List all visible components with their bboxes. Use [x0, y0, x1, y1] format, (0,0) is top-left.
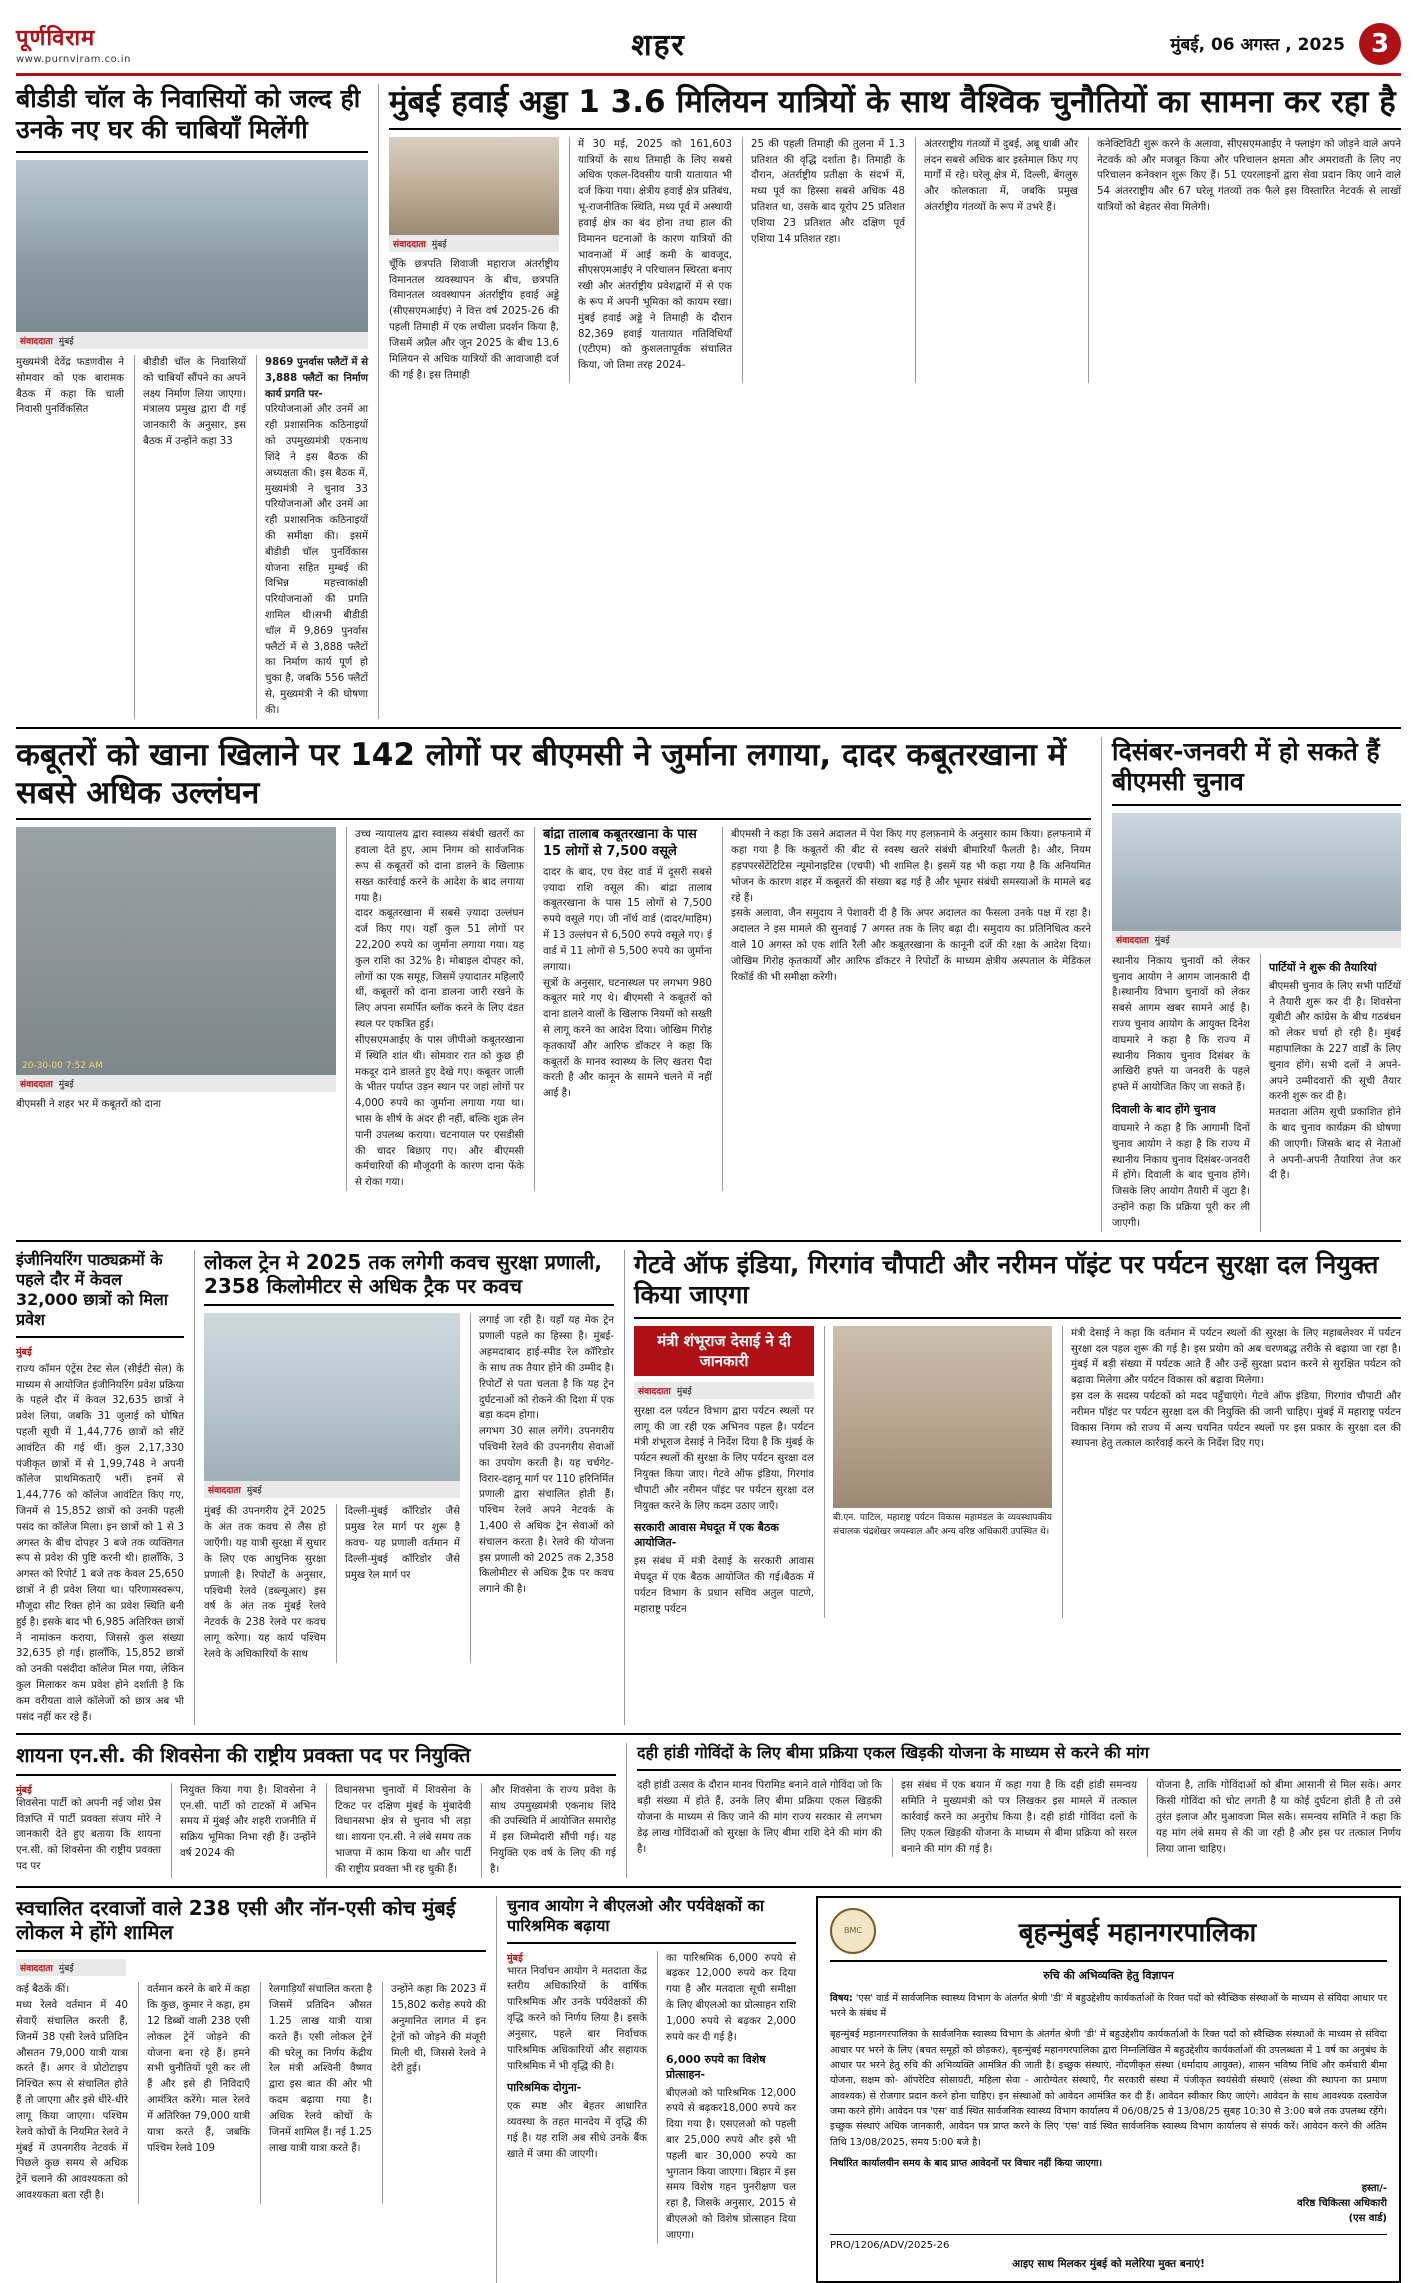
edition-date: मुंबई, 06 अगस्त , 2025 [1170, 35, 1345, 55]
story-col-2: बीडीडी चॉल के निवासियों को चाबियाँ सौंपने का अपने लक्ष्य निर्माण लिया जाएगा। मंत्रालय प्रमुख द्वारा दी गई जानकारी के अनुसार, इस बैठक में उन्होंने कहा 33 [134, 355, 246, 719]
caption-label: संवाददाता [20, 337, 53, 347]
shaina-col1-body: शिवसेना पार्टी को अपनी नई जोश प्रेस विज्ञप्ति में पार्टी प्रवक्ता संजय मोरे ने जानकारी देते हुए बताया कि शायना एन.सी. को शिवसेना की राष्ट्रीय प्रवक्ता पद पर [16, 1797, 161, 1873]
story-bmc-caption [1112, 931, 1401, 948]
story-airport-col-3: 25 की पहली तिमाही की तुलना में 1.3 प्रतिशत की वृद्धि दर्शाता है। तिमाही के दौरान, अंतर्राष्ट्रीय प्रतीक्षा के संदर्भ में, मध्य पूर्व का हिस्सा सबसे अधिक 48 प्रतिशत था, उसके बाद यूरोप 25 प्रतिशत एशिया 23 प्रतिशत और दक्षिण पूर्व एशिया 14 प्रतिशत रहा। [742, 137, 905, 384]
bmc-col-2 [1260, 954, 1401, 1232]
caption-city: मुंबई [431, 239, 447, 250]
publication-name: पूर्णविराम [16, 26, 96, 51]
story-airport-headline: मुंबई हवाई अड्डा 1 3.6 मिलियन यात्रियों के साथ वैश्विक चुनौतियों का सामना कर रहा है [389, 84, 1401, 130]
story-airport-col-1: चूँकि छत्रपति शिवाजी महाराज अंतर्राष्ट्रीय विमानतल व्यवस्थापन के बीच, छत्रपति विमानतल व्यवस्थापन अंतर्राष्ट्रीय हवाई अड्डे (सीएसएमआईए) ने वित्त वर्ष 2025-26 की पहली तिमाही में एक लचीला प्रदर्शन किया है, जिसमें अप्रैल और जून 2025 के बीच 13.6 मिलियन से अधिक यात्रियों की आवाजाही दर्ज की गई है। इस तिमाही [389, 258, 559, 381]
tourism-col3-p1: मंत्री देसाई ने कहा कि वर्तमान में पर्यटन स्थलों की सुरक्षा के लिए महाबलेश्वर में पर्यटन सुरक्षा दल पहल शुरू की गई है। इस प्रयोग को अब चरणबद्ध तरीके से बढ़ाया जा रहा है। मुंबई में बड़ी संख्या में पर्यटक आते हैं और उन्हें सुरक्षा प्रदान करने से सुरक्षित पर्यटन को बढ़ावा मिलेगा और पर्यटन विकास को बढ़ावा मिलेगा। [1071, 1327, 1401, 1387]
story-shaina-headline: शायना एन.सी. की शिवसेना की राष्ट्रीय प्रवक्ता पद पर नियुक्ति [16, 1743, 616, 1775]
tourism-col-3 [1062, 1326, 1401, 1618]
pigeon-col3-p1: बीएमसी ने कहा कि उसने अदालत में पेश किए गए हलफ़नामे के अनुसार काम किया। हलफनामे में कहा गया है कि कबूतरों की बीट से स्वस्थ खतरे संबंधी बीमारियाँ फैलती है। और, नियम हड़पपरसेंटेंटिटिस न्यूमोनाइटिस (एचपी) भी शामिल है। इसमें यह भी कहा गया है कि अनियमित भोजन के कारण शहर में कबूतरों की संख्या बढ़ गई है और भूमार संबंधी समस्याओं के मामले बढ़ रहे हैं। [731, 829, 1091, 904]
story-pigeon-cols [16, 827, 1091, 1191]
fourth-band [16, 1743, 1401, 1887]
story-col-3-body: परियोजनाओं और उनमें आ रही प्रशासनिक कठिनाइयों को उपमुख्यमंत्री एकनाथ शिंदे ने इस बैठक की अध्यक्षता की। इस बैठक में, मुख्यमंत्री ने चुनाव 33 परियोजनाओं और उनमें आ रही प्रशासनिक कठिनाइयों की समीक्षा की। इसमें बीडीडी चॉल पुनर्विकास योजना सहित मुम्बई की विभिन्न महत्त्वाकांक्षी परियोजनाओं की प्रगति शामिल थी।सभी बीडीडी चॉल में 9,869 पुनर्वास फ्लैटों में से 3,888 फ्लैटों का निर्माण कार्य पूर्ण हो चुका है, जबकि 556 फ्लैटों से, मुख्यमंत्री ने की घोषणा की। [265, 404, 368, 716]
story-bmc-photo [1112, 813, 1401, 931]
caption-city: मुंबई [246, 1486, 262, 1497]
bmc-col2-p2: मतदाता अंतिम सूची प्रकाशित होने के बाद चुनाव कार्यक्रम की घोषणा की जाएगी। जिसके बाद से नेताओं ने अपनी-अपनी तैयारियां तेज कर दी है। [1269, 1107, 1401, 1182]
bmc-crest-icon: BMC [830, 1908, 876, 1954]
caption-label: संवाददाता [1116, 935, 1149, 946]
notice-signature [830, 2181, 1387, 2226]
ec-byline: मुंबई [507, 1952, 523, 1964]
bmc-col1-p1: स्थानीय निकाय चुनावों को लेकर चुनाव आयोग ने आगम जानकारी दी है।स्थानीय विभाग चुनावों को लेकर सबसे आगम खबर सामने आई है। राज्य चुनाव आयोग के आयुक्त दिनेश वाघमारे ने कहा है कि राज्य में स्थानीय निकाय चुनाव दिसंबर के आखिरी हफ्ते या जनवरी के पहले हफ्ते में आयोजित किए जा सकते हैं। [1112, 955, 1250, 1094]
ec-col-1 [507, 1951, 647, 2244]
masthead [16, 14, 1401, 76]
story-airport-cols [389, 137, 1401, 384]
story-ac-headline: स्वचालित दरवाजों वाले 238 एसी और नॉन-एसी कोच मुंबई लोकल मे होंगे शामिल [16, 1896, 486, 1953]
dahi-col-2: इस संबंध में एक बयान में कहा गया है कि दही हांडी समन्वय समिति ने मुख्यमंत्री को पत्र लिखकर इस मामले में तत्काल कार्रवाई करने का अनुरोध किया है। दही हांडी गोविंदा दलों के लिए एकल खिड़की योजना के माध्यम से बीमा प्रक्रिया को सरल बनाने की मांग की गई है। [892, 1778, 1137, 1857]
ec-col2-p2: बीएलओ को पारिश्रमिक 12,000 रुपये से बढ़कर18,000 रुपये कर दिया गया है। एसएलओ को पहली बार 25,000 रुपये और इसे भी पहली बार 30,000 रुपये का भुगतान किया जाएगा। बिहार में इस समय विशेष गहन पुनरीक्षण चल रहा है, जिसके अनुसार, 2015 से बीएलओ को विशेष प्रोत्साहन दिया जाएगा। [666, 2087, 796, 2241]
story-tourism-cols [634, 1326, 1401, 1618]
story-airport [378, 84, 1401, 719]
story-pigeon-col-3 [722, 827, 1091, 1191]
story-col-1: मुख्यमंत्री देवेंद्र फडणवीस ने सोमवार को एक बारामक बैठक में कहा कि चाली निवासी पुनर्विकसित [16, 357, 124, 416]
ac-cols [16, 1982, 486, 2203]
top-band-cols [16, 84, 1401, 719]
bmc-col1-p2: वाघमारे ने कहा है कि आगामी दिनों चुनाव आयोग ने कहा है कि राज्य में स्थानीय निकाय चुनाव दिसंबर-जनवरी में होंगे। दिवाली के बाद चुनाव होंगे। जिसके लिए आयोग तैयारी में जुटा है। उन्होंने कहा कि प्रक्रिया पूरी कर ली जाएगी। [1112, 1123, 1250, 1229]
ac-col1-p2: मध्य रेलवे वर्तमान में 40 सेवाएँ संचालित करती हैं, जिनमें 38 एसी रेलवे प्रतिदिन औसतन 79,000 यात्री यात्रा करते हैं। अगर वे प्रोटोटाइप निश्चित रूप से संचालित होते हैं तो जाएगा और इसे धीरे-धीरे लागू किया जाएगा। पश्चिम रेलवे कोचों के नियमित रेलवे ने मुंबई में उपनगरीय नेटवर्क में पिछले कुछ समय से अधिक ट्रेनें चलाने की आवश्यकता को आवश्यकता बता रही है। [16, 2000, 128, 2201]
tourism-redbar: मंत्री शंभूराज देसाई ने दी जानकारी [634, 1326, 814, 1376]
kavach-media [204, 1313, 460, 1662]
bmc-subhead-parties: पार्टियों ने शुरू की तैयारियां [1269, 960, 1377, 974]
pigeon-col3-p2: इसके अलावा, जैन समुदाय ने पेशावरी दी है कि अपर अदालत का फैसला उनके पक्ष में रहा है। अदालत ने इस मामले की सुनवाई 7 अगस्त तक के लिए बढ़ा दी। समुदाय का प्रतिनिधित्व करने वाले 10 अगस्त को एक शांति रैली और कबूतरखाना के कानूनी दर्जे की रक्षा के आदेश दिया। जोखिम गिरोह कृतकार्यों और आरिफ डॉकटर ने रिपोर्टों के माध्यम क्षेत्रीय अस्पताल के मेडिकल रिकॉर्ड की भी समीक्षा करेगी। [731, 908, 1091, 983]
notice-footer [830, 2234, 1387, 2251]
story-bdd-chawl-text [16, 355, 368, 719]
story-pigeon-photo [16, 827, 336, 1075]
publication-url: www.purnviram.co.in [16, 54, 131, 65]
pigeon-band-cols [16, 737, 1401, 1232]
pigeon-subhead-bandra: बांद्रा तालाब कबूतरखाना के पास 15 लोगों से 7,500 वसूले [543, 827, 697, 859]
story-bdd-chawl-caption [16, 332, 368, 349]
tourism-col3-p2: इस दल के सदस्य पर्यटकों को मदद पहुँचाएंगे। गेटवे ऑफ इंडिया, गिरगांव चौपाटी और नरीमन पॉइंट पर पर्यटन सुरक्षा दल की नियुक्ति की जानी चाहिए। मुंबई में महाराष्ट्र पर्यटन विकास निगम को राज्य में अन्य चयनित पर्यटन स्थलों पर इस प्रकार के सुरक्षा दल की स्थापना हेतु तत्काल कार्रवाई करने के निर्देश दिए गए। [1071, 1390, 1401, 1450]
kavach-lower-cols [204, 1504, 460, 1662]
section-title-wrap [246, 23, 1071, 64]
ac-col-3: रेलगाड़ियाँ संचालित करता है जिसमें प्रतिदिन औसत 1.25 लाख यात्री यात्रा करते हैं। एसी लोकल ट्रेनें की घरेलू का निर्णय केंद्रीय रेल मंत्री अश्विनी वैष्णव द्वारा इस बात की ओर भी कदम बढ़ाया गया है। अधिक रेलवे कोचों के जिनमें शामिल हैं। नई 1.25 लाख यात्री यात्रा करते हैं। [260, 1982, 372, 2203]
bmc-notice-ad [806, 1896, 1401, 2283]
tourism-col1-p2: इस संबंध में मंत्री देसाई के सरकारी आवास मेघदूत में एक बैठक आयोजित की गई।बैठक में पर्यटन विभाग के प्रधान सचिव अतुल पाटणे, महाराष्ट्र पर्यटन [634, 1556, 814, 1615]
story-shaina [16, 1743, 616, 1877]
ac-col-4: उन्होंने कहा कि 2023 में 15,802 करोड़ रुपये की अनुमानित लागत में इन ट्रेनों को जोड़ने की मंजूरी मिली थी, जिससे रेलवे ने देरी हुई। [382, 1982, 486, 2203]
notice-body: बृहन्मुंबई महानगरपालिका के सार्वजनिक स्वास्थ्य विभाग के अंतर्गत श्रेणी 'डी' में बहुउद्देशीय कार्यकर्ताओं के रिक्त पदों को स्वैच्छिक संस्थाओं के माध्यम से संविदा आधार पर भरने के लिए (बचत समूहों को छोड़कर), बृहन्मुंबई महानगरपालिका द्वारा निम्नलिखित में बहुउद्देशीय कार्यकर्ताओं की उपलब्धता में 1 वर्ष का अनुबंध के आधार पर भरने हेतु रुचि की अभिव्यक्ति आमंत्रित की जाती है। इच्छुक संस्थाएं, नोंदणीकृत संस्था (धर्मादाय आयुक्त), शासन भविष्य निधि और कर्मचारी बीमा योजना, सक्षम को- ऑपरेटिव सोसायटी, महिला सेवा - आरोग्येतर संस्थाएँ, गैर सरकारी संस्था में पंजीकृत स्वयंसेवी संस्थाएँ (संस्था की स्थापना का प्रमाण आवश्यक) से रोजगार प्रदान करने होना चाहिए। इन संस्थाओं को आवेदन आमंत्रित कर दी हैं। आवेदन स्वीकार किए जाएंगे। आवेदन के साथ आवश्यक दस्तावेज जमा करने होंगे। आवेदन पत्र 'एस' वार्ड स्थित सार्वजनिक स्वास्थ्य विभाग कार्यालय में 06/08/25 से 13/08/25 सुबह 10:30 से 3:00 बजे तक उपलब्ध रहेंगे। इच्छुक संस्थाएं अधिक जानकारी, आवेदन पत्र प्राप्त करने के लिए 'एस' वार्ड स्थित सार्वजनिक स्वास्थ्य विभाग कार्यालय से संपर्क करें। आवेदन करने की अंतिम तिथि 13/08/2025, समय 5:00 बजे है। [830, 2029, 1387, 2148]
tourism-col1-p1: सुरक्षा दल पर्यटन विभाग द्वारा पर्यटन स्थलों पर लागू की जा रही एक अभिनव पहल है। पर्यटन मंत्री शंभूराज देसाई ने निर्देश दिया है कि मुंबई के पर्यटन स्थलों की सुरक्षा के लिए पर्यटन सुरक्षा दल नियुक्त किया जाए। गेटवे ऑफ इंडिया, गिरगांव चौपाटी और नरीमन पॉइंट पर पर्यटन सुरक्षा दल नियुक्त करने के लिए कदम उठाए जाएँ। [634, 1405, 814, 1512]
pigeon-col2-p2: सूत्रों के अनुसार, घटनास्थल पर लगभग 980 कबूतर मारे गए थे। बीएमसी ने कबूतरों को दाना डालने वालों के खिलाफ नियमों को सख्ती से लागू करने का आदेश दिया। जोखिम गिरोह कृतकार्यों और आरिफ डॉकटर ने कहा कि कबूतरों के मानव स्वास्थ्य के लिए खतरा पैदा करती है और कानून के सामने चलने में नहीं आई है। [543, 977, 712, 1100]
bottom-band [16, 1896, 1401, 2283]
caption-label: संवाददाता [208, 1486, 241, 1497]
notice-sign-1: हस्ता/- [1361, 2183, 1387, 2195]
shaina-cols [16, 1783, 616, 1878]
story-kavach-headline: लोकल ट्रेन मे 2025 तक लगेगी कवच सुरक्षा प्रणाली, 2358 किलोमीटर से अधिक ट्रैक पर कवच [204, 1250, 614, 1307]
shaina-col-1 [16, 1783, 161, 1878]
shaina-col-2: नियुक्त किया गया है। शिवसेना ने एन.सी. पार्टी को टाटकों में अभिन समय में मुंबई और शहरी राजनीति में सक्रिय भूमिका निभा रही हैं। उन्होंने वर्ष 2024 की [171, 1783, 316, 1878]
bmc-col-1 [1112, 954, 1250, 1232]
story-kavach-photo [204, 1313, 460, 1481]
story-tourism-caption [634, 1382, 814, 1399]
story-airport-caption [389, 235, 559, 252]
ac-col-1 [16, 1982, 128, 2203]
ec-col2-p1: का पारिश्रमिक 6,000 रुपये से बढ़कर 12,000 रुपये कर दिया गया है और मतदाता सूची समीक्षा के लिए बीएलओ का प्रोत्साहन राशि 1,000 रुपये से बढ़कर 2,000 रुपये कर दी गई है। [666, 1952, 796, 2043]
section-title: शहर [631, 28, 686, 63]
notice-box [816, 1896, 1401, 2283]
pigeon-band [16, 737, 1401, 1242]
story-kavach-caption [204, 1481, 460, 1498]
notice-org-wrap [888, 1913, 1387, 1949]
story-airport-col-5: कनेक्टिविटी शुरू करने के अलावा, सीएसएमआईए ने फ्लाइंग को जोड़ने वाले अपने नेटवर्क को और मजबूत किया और परिचालन क्षमता और अमरावती के लिए नए परिचालन कनेक्शन शुरू किए हैं। 51 एयरलाइनों द्वारा सेवा प्रदान किए जाने वाले 54 अंतरराष्ट्रीय और 67 घरेलू गंतव्यों तक फैले इस विस्तारित नेटवर्क से लाखों यात्रियों को बेहतर सेवा मिलेगी। [1088, 137, 1401, 384]
tourism-col-1 [634, 1326, 814, 1618]
publication-logo [16, 22, 246, 65]
story-engg-body: राज्य कॉमन एंट्रेंस टेस्ट सेल (सीईटी सेल) के माध्यम से आयोजित इंजीनियरिंग प्रवेश प्रक्रिया के पहले दौर में केवल 32,635 छात्रों ने प्रवेश लिया, जबकि 31 जुलाई को घोषित पहली सूची में 1,44,776 छात्रों को सीटें आवंटित की गई थीं। कुल 2,17,330 पंजीकृत छात्रों में से 1,99,748 ने अपनी कॉलेज प्राथमिकताएँ भरीं। इनमें से 1,44,776 को कॉलेज आवंटित किए गए, जिनमें से 15,852 छात्रों को उनकी पहली पसंद का कॉलेज मिला। इन छात्रों को 1 से 3 अगस्त के बीच दोपहर 3 बजे तक व्यक्तिगत रूप से प्रवेश की पुष्टि करनी थी। हालाँकि, 3 अगस्त को रिपोर्ट 1 बजे तक केवल 25,650 छात्रों ने ही प्रवेश लिया था। परिणामस्वरूप, मौजूदा सीट रिक्त होने का प्रवेश स्थिति बनी हुई है। इसके बाद भी 6,985 अतिरिक्त छात्रों ने नामांकन कराया, जिससे कुल संख्या 32,635 हो गई। हालाँकि, 15,852 छात्रों को उनकी पसंदीदा कॉलेज मिल गया, लेकिन कुल मिलाकर कम प्रवेश होने दर्शाती है कि कम वरीयता वाले कॉलेजों को छात्र अब भी पसंद नहीं कर रहे हैं। [16, 1363, 184, 1723]
notice-org: बृहन्मुंबई महानगरपालिका [1018, 1917, 1257, 1948]
story-pigeon-fines [16, 737, 1091, 1232]
notice-sign-2: वरिष्ठ चिकित्सा अधिकारी [1297, 2198, 1387, 2210]
tourism-col-2 [824, 1326, 1052, 1618]
story-bdd-chawl [16, 84, 368, 719]
story-dahi-handi [626, 1743, 1401, 1877]
ac-col-2: वर्तमान करने के बारे में कहा कि कुछ, कुमार ने कहा, हम 12 डिब्बों वाली 238 एसी लोकल ट्रेनें जोड़ने की योजना बना रहे हैं। हमने सभी चुनौतियों पूरी कर ली हैं और इसे ही निविदाएँ आमंत्रित करेंगे। माल रेलवे में अतिरिक्त 79,000 यात्री यात्रा करते हैं, जबकि पश्चिम रेलवे 109 [138, 1982, 250, 2203]
fourth-band-cols [16, 1743, 1401, 1877]
kavach-col2 [470, 1313, 614, 1662]
caption-city: मुंबई [1154, 935, 1170, 946]
caption-label: संवाददाता [20, 1080, 53, 1091]
pigeon-col1-p2: दादर कबूतरखाना में सबसे ज़्यादा उल्लंघन दर्ज किए गए। यहाँ कुल 51 लोगों पर 22,200 रुपये का जुर्माना लगाया गया। यह कुल राशि का 32% है। मोबाइल दोपहर को, लोगों का एक समूह, जिसमें ज़्यादातर महिलाएँ थीं, कबूतरों को दाना डालना जारी रखने के लिए अपना समर्पित ब्लॉक करने के लिए दंडत स्थल पर एकत्रित हुई। [355, 908, 524, 1031]
story-airport-media [389, 137, 559, 384]
third-band [16, 1250, 1401, 1736]
story-pigeon-headline: कबूतरों को खाना खिलाने पर 142 लोगों पर बीएमसी ने जुर्माना लगाया, दादर कबूतरखाना में सबसे अधिक उल्लंघन [16, 737, 1091, 821]
kavach-col2-p1: लगाई जा रही है। यहाँ यह मेक ट्रेन प्रणाली पहले का हिस्सा है। मुंबई-अहमदाबाद हाई-स्पीड रेल कॉरिडोर के साथ तक तैयार होने की उम्मीद है। रिपोर्टों से पता चलता है कि यह ट्रेन दुर्घटनाओं को रोकने की दिशा में एक बड़ा कदम होगा। [479, 1315, 614, 1422]
story-kavach [194, 1250, 614, 1726]
story-airport-photo [389, 137, 559, 235]
masthead-right [1071, 23, 1401, 65]
story-engg-byline: मुंबई [16, 1346, 32, 1358]
story-tourism-photo [833, 1326, 1052, 1508]
story-pigeon-lead-caption: बीएमसी ने शहर भर में कबूतरों को दाना [16, 1099, 162, 1111]
third-band-cols [16, 1250, 1401, 1726]
story-kavach-cols [204, 1313, 614, 1662]
notice-subject: 'एस' वार्ड में सार्वजनिक स्वास्थ्य विभाग के अंतर्गत श्रेणी 'डी' में बहुउद्देशीय कार्यकर्ताओं के रिक्त पदों को स्वैच्छिक संस्थाओं के माध्यम से संविदा आधार पर भरने के संबंध में [830, 1992, 1387, 2019]
bmc-subhead-diwali: दिवाली के बाद होंगे चुनाव [1112, 1103, 1216, 1116]
notice-tagline: रुचि की अभिव्यक्ति हेतु विज्ञापन [1043, 1968, 1174, 1982]
top-band [16, 84, 1401, 729]
tourism-photo-names: बी.एन. पाटिल, महाराष्ट्र पर्यटन विकास महामंडल के व्यवस्थापकीय संचालक चंद्रशेखर जयस्वाल और अन्य वरिष्ठ अधिकारी उपस्थित थे। [833, 1512, 1052, 1537]
caption-label: संवाददाता [638, 1386, 671, 1397]
story-ec-honorarium [496, 1896, 796, 2283]
story-pigeon-caption [16, 1075, 336, 1092]
story-tourism-security [624, 1250, 1401, 1726]
story-dahi-headline: दही हांडी गोविंदों के लिए बीमा प्रक्रिया एकल खिड़की योजना के माध्यम से करने की मांग [637, 1743, 1401, 1771]
story-bdd-chawl-photo [16, 160, 368, 332]
caption-city: मुंबई [58, 1964, 74, 1975]
kavach-col1: मुंबई की उपनगरीय ट्रेनें 2025 के अंत तक कवच से लैस हो जाएँगी। यह यात्री सुरक्षा में सुधार के लिए एक आधुनिक सुरक्षा प्रणाली है। रिपोर्टों के अनुसार, पश्चिमी रेलवे (डब्ल्यूआर) इस वर्ष के अंत तक मुंबई रेलवे नेटवर्क के 238 रेलवे पर कवच लागू करेगा। यह कार्य पश्चिम रेलवे के अधिकारियों के साथ [204, 1506, 326, 1660]
ec-subhead-incentive: 6,000 रुपये का विशेष प्रोत्साहन- [666, 2052, 766, 2081]
notice-header [830, 1908, 1387, 1962]
caption-city: मुंबई [676, 1386, 692, 1397]
pigeon-col1-p1: उच्च न्यायालय द्वारा स्वास्थ्य संबंधी खतरों का हवाला देते हुए, आम निगम को सार्वजनिक रूप से कबूतरों को दाना डालने के खिलाफ़ सख्त कार्रवाई करने के आदेश के बाद लगाया गया है। [355, 829, 524, 904]
caption-city: मुंबई [58, 1080, 74, 1091]
story-tourism-headline: गेटवे ऑफ इंडिया, गिरगांव चौपाटी और नरीमन पॉइंट पर पर्यटन सुरक्षा दल नियुक्त किया जाएगा [634, 1250, 1401, 1319]
story-col-3 [256, 355, 368, 719]
tourism-subhead-meeting: सरकारी आवास मेघदूत में एक बैठक आयोजित- [634, 1521, 779, 1550]
notice-note: निर्धारित कार्यालयीन समय के बाद प्राप्त आवेदनों पर विचार नहीं किया जाएगा। [830, 2158, 1103, 2170]
kavach-col2-p2: लगभग 30 साल लगेंगे। उपनगरीय पश्चिमी रेलवे की उपनगरीय सेवाओं का उपयोग करती है। यह चर्चगेट-विरार-दहानू मार्ग पर 110 हरिनिर्मित प्रणाली द्वारा संचालित होती हैं। पश्चिम रेलवे अपने नेटवर्क के 1,400 से अधिक ट्रेन सेवाओं को संचालन करता है। रेलवे की योजना इस प्रणाली को 2025 तक 2,358 किलोमीटर से अधिक ट्रैक पर कवच लगाने की है। [479, 1426, 614, 1596]
dahi-col-3: योजना है, ताकि गोविंदाओं को बीमा आसानी से मिल सके। अगर किसी गोविंदा को चोट लगती है या कोई दुर्घटना होती है तो उसे तुरंत इलाज और मुआवजा मिल सके। समन्वय समिति ने कहा कि यह मांग लंबे समय से की जा रही है और इस पर तत्काल निर्णय लिया जाना चाहिए। [1147, 1778, 1401, 1857]
caption-city: मुंबई [58, 337, 74, 347]
ec-col-2 [657, 1951, 796, 2244]
ac-col1-p1: कई बैठकें कीं। [16, 1984, 70, 1996]
page-number: 3 [1359, 23, 1401, 65]
photo-timestamp: 20-30-00 7:52 AM [22, 1061, 103, 1072]
story-airport-col-2: में 30 मई, 2025 को 161,603 यात्रियों के साथ तिमाही के लिए सबसे अधिक एकल-दिवसीय यात्री यातायात भी दर्ज किया गया। क्षेत्रीय हवाई क्षेत्र प्रतिबंध, भू-राजनीतिक स्थिति, मध्य पूर्व में अस्थायी हवाई क्षेत्र का बंद होना तथा हाल की विमानन घटनाओं के कारण यात्रियों की भावनाओं में आई कमी के बावजूद, सीएसएमआईए ने परिचालन स्थिरता बनाए रखी और अंतर्राष्ट्रीय प्रवेशद्वारों में से एक के रूप में अपनी भूमिका को कायम रखा। मुंबई हवाई अड्डे ने तिमाही के दौरान 82,369 हवाई यातायात गतिविधियाँ (एटीएम) को कुशलतापूर्वक संचालित किया, जो तिमा तरह 2024- [569, 137, 732, 384]
pigeon-col1-p3: सीएसएमआईए के पास जीपीओ कबूतरखाना में स्थिति शांत थी। सोमवार रात को कुछ ही मकदूर दाने डालते हुए देखे गए। कबूतर जाली के भीतर पर्याप्त उड़न स्थान पर जहां लोगों पर 4,000 रुपये का जुर्माना लगाया गया था। भास के शीर्ष के अंदर ही नहीं, बल्कि शुक्र लेन पानी उपलब्ध कराया। चटनायाल पर एसडीसी की चादर बिछाए गए। और बीएमसी कर्मचारियों की मौजूदगी के कारण दाना फेंके से रोका गया। [355, 1034, 524, 1189]
story-col-3-lead: 9869 पुनर्वास फ्लैटों में से 3,888 फ्लैटों का निर्माण कार्य प्रगति पर- [265, 357, 368, 400]
dahi-col-1: दही हांडी उत्सव के दौरान मानव पिरामिड बनाने वाले गोविंदा जो कि बड़ी संख्या में होते हैं, उनके लिए बीमा प्रक्रिया एकल खिड़की योजना के माध्यम से किए जाने की मांग राज्य सरकार से लगभग डेढ़ लाख गोविंदाओं को सुरक्षा के लिए बीमा राशि देने की मांग की है। [637, 1780, 882, 1855]
story-bdd-chawl-headline: बीडीडी चॉल के निवासियों को जल्द ही उनके नए घर की चाबियाँ मिलेंगी [16, 84, 368, 153]
kavach-col1b: दिल्ली-मुंबई कॉरिडोर जैसे प्रमुख रेल मार्ग पर शुरू है कवच- यह प्रणाली वर्तमान में दिल्ली-मुंबई कॉरिडोर जैसे प्रमुख रेल मार्ग पर [336, 1504, 460, 1662]
ec-col1-p1: भारत निर्वाचन आयोग ने मतदाता केंद्र स्तरीय अधिकारियों के वार्षिक पारिश्रमिक और उनके पर्यवेक्षकों की वृद्धि करने को निर्णय लिया है। इसके अनुसार, पहले बार निर्वाचक पारिश्रमिक अधिकारियों और सहायक पारिश्रमिक में भी वृद्धि की है। [507, 1965, 647, 2072]
shaina-col-3: विधानसभा चुनावों में शिवसेना के टिकट पर दक्षिण मुंबई के मुंबादेवी विधानसभा क्षेत्र से चुनाव भी लड़ा था। शायना एन.सी. ने लंबे समय तक भाजपा में काम किया था और पार्टी की राष्ट्रीय प्रवक्ता भी रह चुकी हैं। [326, 1783, 471, 1878]
story-ec-headline: चुनाव आयोग ने बीएलओ और पर्यवेक्षकों का पारिश्रमिक बढ़ाया [507, 1896, 796, 1944]
story-pigeon-media [16, 827, 336, 1191]
story-ac-coaches [16, 1896, 486, 2283]
notice-slogan: आइए साथ मिलकर मुंबई को मलेरिया मुक्त बनाएं! [1012, 2258, 1205, 2271]
story-pigeon-col-1 [346, 827, 524, 1191]
dahi-cols [637, 1778, 1401, 1857]
caption-label: संवाददाता [20, 1964, 53, 1975]
story-ac-caption [16, 1959, 126, 1976]
notice-subject-line [830, 1991, 1387, 2022]
shaina-col-4: और शिवसेना के राज्य प्रवेश के साथ उपमुख्यमंत्री एकनाथ शिंदे की उपस्थिति में आयोजित समारोह में इस जिम्मेदारी सौंपी गई। यह नियुक्ति एक वर्ष के लिए की गई है। [481, 1783, 616, 1878]
notice-sign-3: (एस वार्ड) [1348, 2213, 1387, 2225]
story-pigeon-col-2 [534, 827, 712, 1191]
ec-subhead-double: पारिश्रमिक दोगुना- [507, 2081, 582, 2095]
bmc-col2-p1: बीएमसी चुनाव के लिए सभी पार्टियों ने तैयारी शुरू कर दी है। शिवसेना यूबीटी और कांग्रेस के बीच गठबंधन को लेकर चर्चा हो रही है। मुंबई महापालिका के 227 वार्डों के लिए चुनाव होंगे। सभी दलों ने अपने-अपने उम्मीदवारों की सूची तैयार करनी शुरू कर दी है। [1269, 980, 1401, 1103]
shaina-byline: मुंबई [16, 1784, 32, 1796]
story-engineering-admissions [16, 1250, 184, 1726]
pigeon-col2-p1: दादर के बाद, एच वेस्ट वार्ड में दूसरी सबसे ज़्यादा राशि वसूल की। बांद्रा तालाब कबूतरखाना के पास 15 लोगों से 7,500 रुपये वसूले गए। जी नॉर्थ वार्ड (दादर/माहिम) में 13 उल्लंघन से 6,500 रुपये वसूले गए। ई वार्ड में 11 लोगों से 5,500 रुपये का जुर्माना लगाया। [543, 866, 712, 973]
story-engg-headline: इंजीनियरिंग पाठ्यक्रमों के पहले दौर में केवल 32,000 छात्रों को मिला प्रवेश [16, 1250, 184, 1338]
ec-cols [507, 1951, 796, 2244]
story-airport-col-4: अंतरराष्ट्रीय गंतव्यों में दुबई, अबू धाबी और लंदन सबसे अधिक बार इस्तेमाल किए गए मार्गों में रहे। घरेलू क्षेत्र में, दिल्ली, बेंगलुरु और कोलकाता में, जबकि प्रमुख अंतर्राष्ट्रीय गंतव्यों के रूप में उभरे हैं। [915, 137, 1078, 384]
story-bmc-headline: दिसंबर-जनवरी में हो सकते हैं बीएमसी चुनाव [1112, 737, 1401, 806]
notice-subject-label: विषय: [830, 1992, 853, 2004]
caption-label: संवाददाता [393, 239, 426, 250]
notice-ref: PRO/1206/ADV/2025-26 [830, 2240, 950, 2252]
ec-col1-p2: एक स्पष्ट और बेहतर आधारित व्यवस्था के तहत मानदेय में वृद्धि की गई है। यह राशि अब सीधे उनके बैंक खाते में जमा की जाएगी। [507, 2101, 647, 2160]
story-bmc-cols [1112, 954, 1401, 1232]
story-bmc-elections [1101, 737, 1401, 1232]
